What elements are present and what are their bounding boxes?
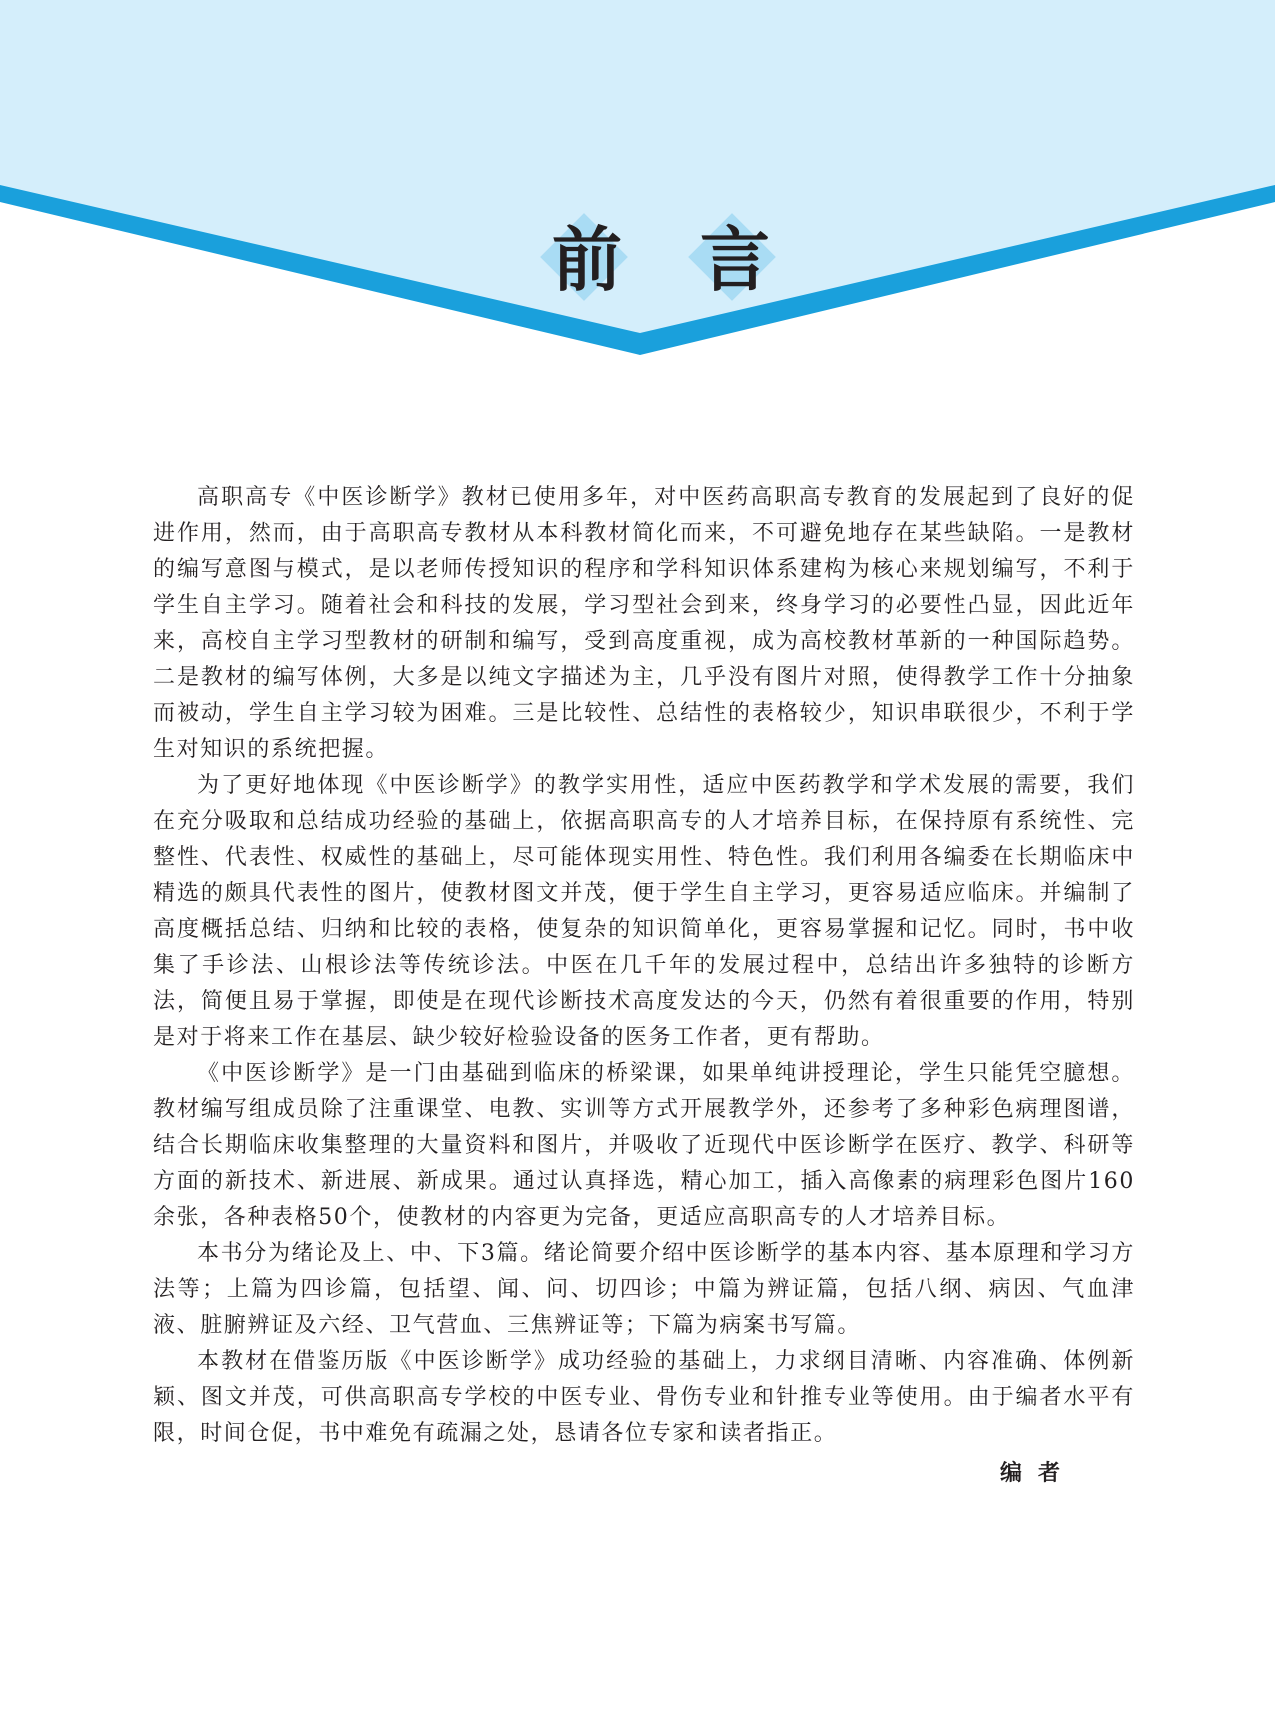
paragraph-2: 为了更好地体现《中医诊断学》的教学实用性，适应中医药教学和学术发展的需要，我们在充分吸取和总结成功经验的基础上，依据高职高专的人才培养目标，在保持原有系统性、完整性、代表性、权威性的基础上，尽可能体现实用性、特色性。我们利用各编委在长期临床中精选的颇具代表性的图片，使教材图文并茂，便于学生自主学习，更容易适应临床。并编制了高度概括总结、归纳和比较的表格，使复杂的知识简单化，更容易掌握和记忆。同时，书中收集了手诊法、山根诊法等传统诊法。中医在几千年的发展过程中，总结出许多独特的诊断方法，简便且易于掌握，即使是在现代诊断技术高度发达的今天，仍然有着很重要的作用，特别是对于将来工作在基层、缺少较好检验设备的医务工作者，更有帮助。 [153, 773, 1135, 1050]
page-title-char-1 [527, 220, 647, 300]
author-signature: 编者 [1000, 1460, 1077, 1486]
paragraph-5: 本教材在借鉴历版《中医诊断学》成功经验的基础上，力求纲目清晰、内容准确、体例新颖、图文并茂，可供高职高专学校的中医专业、骨伤专业和针推专业等使用。由于编者水平有限，时间仓促，书中难免有疏漏之处，恳请各位专家和读者指正。 [153, 1349, 1135, 1446]
page-title-text-1: 前 [552, 218, 622, 301]
paragraph-3: 《中医诊断学》是一门由基础到临床的桥梁课，如果单纯讲授理论，学生只能凭空臆想。教材编写组成员除了注重课堂、电教、实训等方式开展教学外，还参考了多种彩色病理图谱，结合长期临床收集整理的大量资料和图片，并吸收了近现代中医诊断学在医疗、教学、科研等方面的新技术、新进展、新成果。通过认真择选，精心加工，插入高像素的病理彩色图片160余张，各种表格50个，使教材的内容更为完备，更适应高职高专的人才培养目标。 [153, 1061, 1135, 1230]
page-title-text-2: 言 [700, 218, 770, 301]
paragraph-4: 本书分为绪论及上、中、下3篇。绪论简要介绍中医诊断学的基本内容、基本原理和学习方法等；上篇为四诊篇，包括望、闻、问、切四诊；中篇为辨证篇，包括八纲、病因、气血津液、脏腑辨证及六经、卫气营血、三焦辨证等；下篇为病案书写篇。 [153, 1241, 1135, 1338]
page-title-char-2 [675, 220, 795, 300]
preface-body [153, 480, 1135, 1452]
paragraph-1: 高职高专《中医诊断学》教材已使用多年，对中医药高职高专教育的发展起到了良好的促进作用，然而，由于高职高专教材从本科教材简化而来，不可避免地存在某些缺陷。一是教材的编写意图与模式，是以老师传授知识的程序和学科知识体系建构为核心来规划编写，不利于学生自主学习。随着社会和科技的发展，学习型社会到来，终身学习的必要性凸显，因此近年来，高校自主学习型教材的研制和编写，受到高度重视，成为高校教材革新的一种国际趋势。二是教材的编写体例，大多是以纯文字描述为主，几乎没有图片对照，使得教学工作十分抽象而被动，学生自主学习较为困难。三是比较性、总结性的表格较少，知识串联很少，不利于学生对知识的系统把握。 [153, 485, 1135, 762]
header-banner [0, 0, 1275, 360]
